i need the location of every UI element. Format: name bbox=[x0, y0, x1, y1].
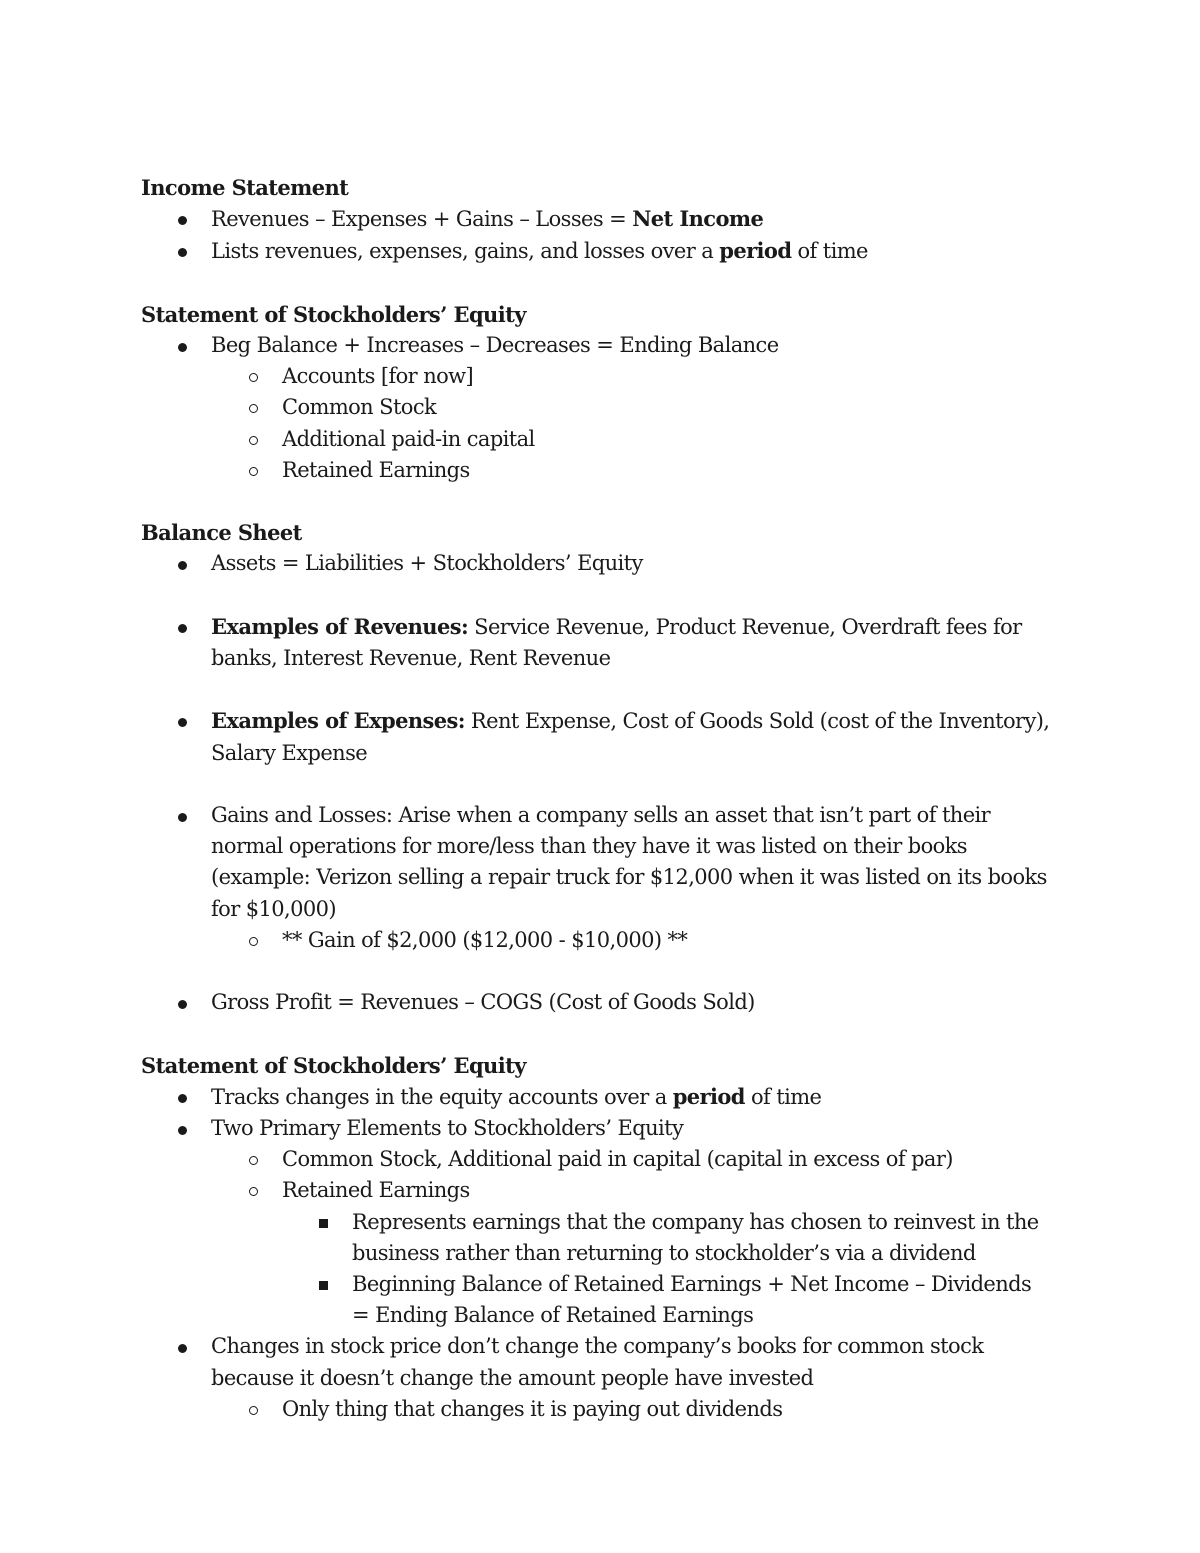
item-text: Common Stock bbox=[282, 395, 437, 420]
item-text: of time bbox=[744, 1084, 822, 1109]
section-heading-income-statement: Income Statement bbox=[141, 175, 349, 200]
item-text: Gains and Losses: Arise when a company sells an asset that isn’t part of their normal operations for more/less than they have it was listed on their books (example: Verizon selling a repair truck for $12,000 when it was listed on its books for $10,000) bbox=[211, 802, 1047, 921]
list-item bbox=[141, 1331, 1051, 1393]
item-text: Changes in stock price don’t change the company’s books for common stock because it doesn’t change the amount people have invested bbox=[211, 1334, 984, 1390]
list-item bbox=[141, 1269, 1051, 1331]
item-text: Only thing that changes it is paying out dividends bbox=[282, 1396, 783, 1421]
list-item bbox=[141, 925, 1051, 956]
item-text: of time bbox=[791, 239, 868, 264]
item-text: Accounts [for now] bbox=[282, 364, 474, 389]
list-item bbox=[141, 987, 1051, 1018]
item-text: Retained Earnings bbox=[282, 1178, 470, 1203]
list-item bbox=[141, 330, 1051, 361]
item-text: Represents earnings that the company has chosen to reinvest in the business rather than returning to stockholder’s via a dividend bbox=[352, 1209, 1039, 1265]
item-text: Revenues – Expenses + Gains – Losses = bbox=[211, 207, 633, 232]
list-item bbox=[141, 1175, 1051, 1206]
item-text: Service Revenue, Product Revenue, Overdraft fees for banks, Interest Revenue, Rent Revenue bbox=[211, 614, 1022, 670]
list-item bbox=[141, 611, 1051, 674]
item-text: Additional paid-in capital bbox=[282, 426, 535, 451]
item-text: Common Stock, Additional paid in capital (capital in excess of par) bbox=[282, 1147, 953, 1172]
list-item bbox=[141, 1081, 1051, 1113]
list-item bbox=[141, 392, 1051, 423]
item-text: Lists revenues, expenses, gains, and losses over a bbox=[211, 239, 720, 264]
list-item bbox=[141, 1394, 1051, 1425]
list-item bbox=[141, 1144, 1051, 1175]
item-text: Beginning Balance of Retained Earnings + Net Income – Dividends = Ending Balance of Retained Earnings bbox=[352, 1272, 1032, 1328]
item-text: Two Primary Elements to Stockholders’ Equity bbox=[211, 1115, 684, 1140]
item-text: Retained Earnings bbox=[282, 457, 470, 482]
list-item bbox=[141, 548, 1051, 579]
item-bold-text: period bbox=[719, 238, 792, 264]
item-text: Gross Profit = Revenues – COGS (Cost of Goods Sold) bbox=[211, 990, 755, 1015]
item-bold-text: period bbox=[672, 1083, 745, 1109]
item-text: ** Gain of $2,000 ($12,000 - $10,000) ** bbox=[282, 927, 688, 952]
item-text: Beg Balance + Increases – Decreases = Ending Balance bbox=[211, 333, 779, 357]
list-item bbox=[141, 705, 1051, 768]
item-text: Assets = Liabilities + Stockholders’ Equity bbox=[211, 551, 643, 576]
document-body bbox=[141, 172, 1051, 1425]
item-text: Tracks changes in the equity accounts over a bbox=[211, 1084, 673, 1109]
list-item bbox=[141, 455, 1051, 486]
list-item bbox=[141, 424, 1051, 455]
section-heading-stockholders-equity: Statement of Stockholders’ Equity bbox=[141, 301, 526, 327]
list-item bbox=[141, 361, 1051, 392]
section-heading-balance-sheet: Balance Sheet bbox=[141, 520, 302, 546]
list-item bbox=[141, 800, 1051, 925]
item-bold-text: Net Income bbox=[632, 206, 764, 232]
list-item bbox=[141, 1207, 1051, 1269]
item-bold-text: Examples of Revenues: bbox=[211, 613, 469, 639]
item-text: Rent Expense, Cost of Goods Sold (cost of the Inventory), Salary Expense bbox=[211, 709, 1050, 765]
list-item bbox=[141, 235, 1051, 267]
list-item bbox=[141, 1113, 1051, 1144]
list-item bbox=[141, 203, 1051, 235]
section-heading-stockholders-equity-2: Statement of Stockholders’ Equity bbox=[141, 1052, 526, 1078]
item-bold-text: Examples of Expenses: bbox=[211, 708, 465, 734]
